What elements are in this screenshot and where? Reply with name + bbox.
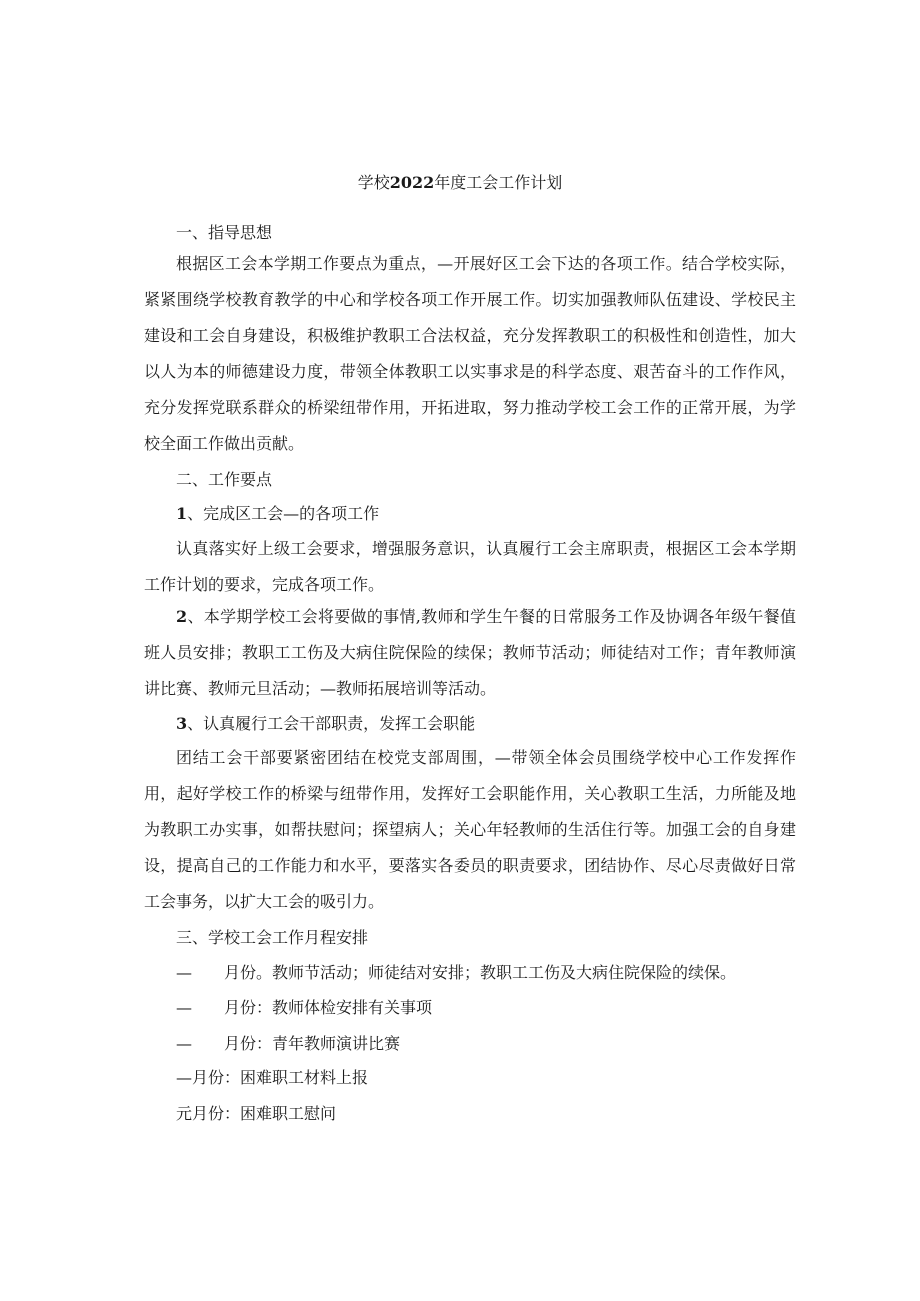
item1-heading [176,496,796,532]
title-year: 2022 [389,173,435,192]
schedule-dash: — [176,1034,192,1053]
title-prefix: 学校 [357,173,390,192]
schedule-item [176,1102,336,1126]
section2-heading: 二、工作要点 [176,470,273,489]
document-title [0,172,920,194]
schedule-item [176,1066,368,1090]
schedule-text: 月份：青年教师演讲比赛 [224,1034,401,1053]
item1-title: 、完成区工会—的各项工作 [187,504,380,523]
item3-title: 、认真履行工会干部职责，发挥工会职能 [187,714,476,733]
schedule-item [176,996,432,1020]
section3-heading: 三、学校工会工作月程安排 [176,928,369,947]
schedule-text: 月份。教师节活动；师徒结对安排；教职工工伤及大病住院保险的续保。 [224,963,737,982]
item1-number: 1 [176,504,188,523]
section1-body: 根据区工会本学期工作要点为重点，—开展好区工会下达的各项工作。结合学校实际，紧紧围绕学校教育教学的中心和学校各项工作开展工作。切实加强教师队伍建设、学校民主建设和工会自身建设，积极维护教职工合法权益，充分发挥教职工的积极性和创造性，加大以人为本的师德建设力度，带领全体教职工以实事求是的科学态度、艰苦奋斗的工作作风，充分发挥党联系群众的桥梁纽带作用，开拓进取，努力推动学校工会工作的正常开展，为学校全面工作做出贡献。 [144,254,796,453]
schedule-text: —月份：困难职工材料上报 [176,1068,369,1087]
schedule-dash: — [176,998,192,1017]
section1-heading: 一、指导思想 [176,223,273,242]
item2-number: 2 [176,607,188,626]
item2-body: 、本学期学校工会将要做的事情,教师和学生午餐的日常服务工作及协调各年级午餐值班人员安排；教职工工伤及大病住院保险的续保；教师节活动；师徒结对工作；青年教师演讲比赛、教师元旦活动；—教师拓展培训等活动。 [144,607,796,698]
schedule-dash: — [176,963,192,982]
item3-number: 3 [176,714,188,733]
schedule-item [176,961,736,985]
item3-body: 团结工会干部要紧密团结在校党支部周围，—带领全体会员围绕学校中心工作发挥作用，起好学校工作的桥梁与纽带作用，发挥好工会职能作用，关心教职工生活，力所能及地为教职工办实事，如帮扶慰问；探望病人；关心年轻教师的生活住行等。加强工会的自身建设，提高自己的工作能力和水平，要落实各委员的职责要求，团结协作、尽心尽责做好日常工会事务，以扩大工会的吸引力。 [144,748,796,911]
schedule-text: 月份：教师体检安排有关事项 [224,998,433,1017]
schedule-text: 元月份：困难职工慰问 [176,1104,337,1123]
schedule-item [176,1032,400,1056]
item3-heading [176,706,796,742]
title-suffix: 年度工会工作计划 [434,173,563,192]
item2-paragraph [144,599,796,707]
item1-body: 认真落实好上级工会要求，增强服务意识，认真履行工会主席职责，根据区工会本学期工作计划的要求，完成各项工作。 [144,539,796,594]
